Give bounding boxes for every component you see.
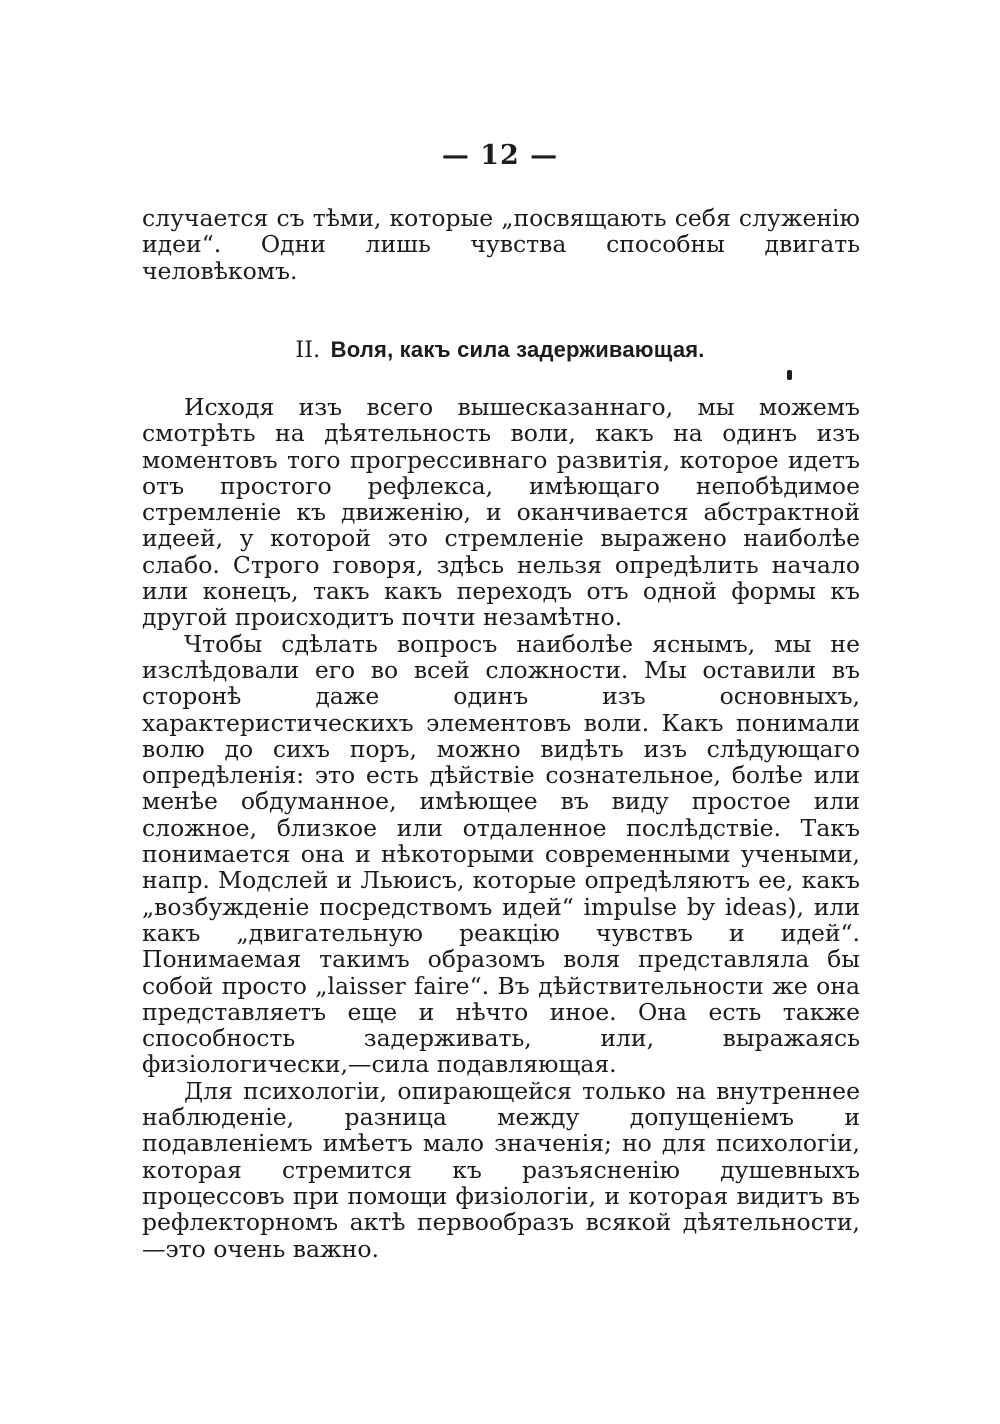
section-heading <box>0 337 1000 363</box>
continuation-block <box>142 205 860 284</box>
page-number: — 12 — <box>441 140 559 171</box>
paragraph: Чтобы сдѣлать вопросъ наиболѣе яснымъ, мы не изслѣдовали его во всей сложности. Мы оставили въ сторонѣ даже одинъ изъ основныхъ, характеристическихъ элементовъ воли. Какъ понимали волю до сихъ поръ, можно видѣть изъ слѣдующаго опредѣленія: это есть дѣйствіе сознательное, болѣе или менѣе обдуманное, имѣющее въ виду простое или сложное, близкое или отдаленное послѣдствіе. Такъ понимается она и нѣкоторыми современными учеными, напр. Модслей и Льюисъ, которые опредѣляютъ ее, какъ „возбужденіе посредствомъ идей“ impulse by ideas), или какъ „двигательную реакцію чувствъ и идей“. Понимаемая такимъ образомъ воля представляла бы собой просто „laisser faire“. Въ дѣйствительности же она представляетъ еще и нѣчто иное. Она есть также способность задерживать, или, выражаясь физіологически,—сила подавляющая. <box>142 629 860 1079</box>
section-numeral: II. <box>295 338 321 363</box>
ink-mark <box>787 370 792 380</box>
paragraph: Исходя изъ всего вышесказаннаго, мы можемъ смотрѣть на дѣятельность воли, какъ на одинъ изъ моментовъ того прогрессивнаго развитія, которое идетъ отъ простого рефлекса, имѣющаго непобѣдимое стремленіе къ движенію, и оканчивается абстрактной идеей, у которой это стремленіе выражено наиболѣе слабо. Строго говоря, здѣсь нельзя опредѣлить начало или конецъ, такъ какъ переходъ отъ одной формы къ другой происходитъ почти незамѣтно. <box>142 393 860 632</box>
paragraph: Для психологіи, опирающейся только на внутреннее наблюденіе, разница между допущеніемъ и подавленіемъ имѣетъ мало значенія; но для психологіи, которая стремится къ разъясненію душевныхъ процессовъ при помощи физіологіи, и которая видитъ въ рефлекторномъ актѣ первообразъ всякой дѣятельности,—это очень важно. <box>142 1076 860 1263</box>
section-title: Воля, какъ сила задерживающая. <box>330 337 705 362</box>
section-body <box>142 394 860 1262</box>
continuation-paragraph: случается съ тѣми, которые „посвящають себя служенію идеи“. Одни лишь чувства способны двигать человѣкомъ. <box>142 204 860 285</box>
